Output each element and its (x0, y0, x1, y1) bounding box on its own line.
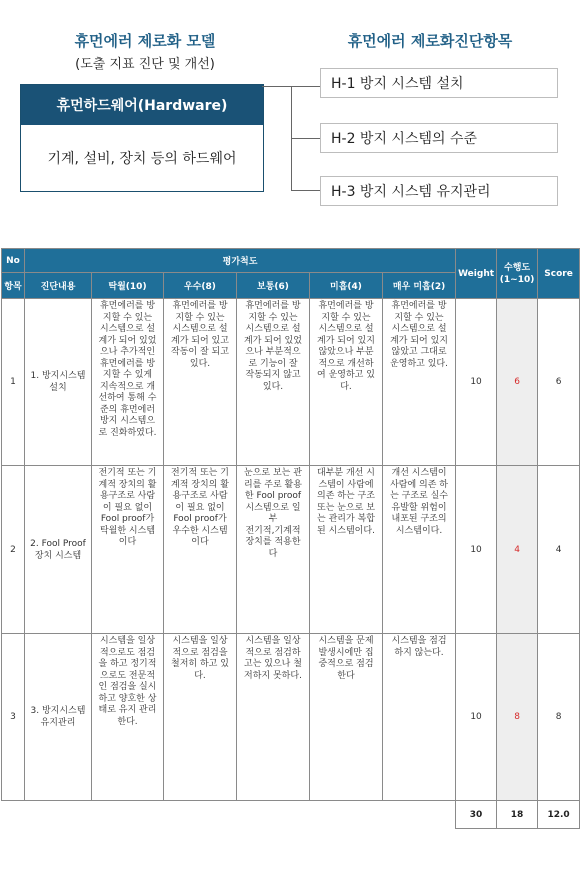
model-title: 휴먼에러 제로화 모델 (74, 32, 216, 50)
row-level: 8 (497, 634, 538, 801)
header-very-poor: 매우 미흡(2) (383, 273, 456, 299)
row-no: 1 (2, 299, 25, 466)
evaluation-table (1, 248, 580, 829)
criterion-poor: 대부분 개선 시 스템이 사람에 의존 하는 구조 또는 눈으로 보 는 관리가 복합 된 시스템이다. (310, 466, 383, 634)
diagnosis-item-h3: H-3 방지 시스템 유지관리 (320, 176, 558, 206)
header-good: 우수(8) (164, 273, 237, 299)
row-weight: 10 (456, 634, 497, 801)
diagnosis-title: 휴먼에러 제로화진단항목 (347, 32, 513, 50)
row-content: 1. 방지시스템 설치 (25, 299, 92, 466)
connector-line (291, 138, 320, 139)
criterion-very-poor: 개선 시스템이 사람에 의존 하 는 구조로 실수 유발할 위험이 내포된 구조의 시스템이다. (383, 466, 456, 634)
hardware-box-title: 휴먼하드웨어(Hardware) (21, 85, 263, 125)
header-poor: 미흡(4) (310, 273, 383, 299)
criterion-good: 시스템을 일상 적으로 점검을 철저히 하고 있 다. (164, 634, 237, 801)
criterion-normal: 시스템을 일상 적으로 점검하 고는 있으나 철 저하지 못하다. (237, 634, 310, 801)
connector-line (291, 190, 320, 191)
criterion-poor: 시스템을 문제 발생시에만 집 중적으로 점검 한다 (310, 634, 383, 801)
table-row (2, 634, 580, 801)
table-total-row (2, 801, 580, 829)
diagnosis-item-h1: H-1 방지 시스템 설치 (320, 68, 558, 98)
table-row (2, 299, 580, 466)
header-eval-scale: 평가척도 (25, 249, 456, 273)
row-level: 6 (497, 299, 538, 466)
total-level: 18 (497, 801, 538, 829)
header-normal: 보통(6) (237, 273, 310, 299)
table-header-row (2, 249, 580, 273)
connector-line (291, 86, 320, 87)
criterion-very-poor: 시스템을 점검 하지 않는다. (383, 634, 456, 801)
total-weight: 30 (456, 801, 497, 829)
row-content: 2. Fool Proof 장치 시스템 (25, 466, 92, 634)
row-score: 8 (538, 634, 580, 801)
model-subtitle: (도출 지표 진단 및 개선) (75, 57, 215, 72)
criterion-very-poor: 휴먼에러를 방 지할 수 있는 시스템으로 설 계가 되어 있지 않았고 그대로 운영하고 있다. (383, 299, 456, 466)
criterion-good: 전기적 또는 기 계적 장치의 활 용구조로 사람 이 필요 없이 Fool proof가 우수한 시스템 이다 (164, 466, 237, 634)
table-row (2, 466, 580, 634)
header-excellent: 탁월(10) (92, 273, 164, 299)
row-no: 3 (2, 634, 25, 801)
criterion-poor: 휴먼에러를 방 지할 수 있는 시스템으로 설 계가 되어 있지 않았으나 부분 적으로 개선하 여 운영하고 있 다. (310, 299, 383, 466)
header-content: 진단내용 (25, 273, 92, 299)
total-score: 12.0 (538, 801, 580, 829)
criterion-excellent: 휴먼에러를 방 지할 수 있는 시스템으로 설 계가 되어 있었 으나 추가적인 휴먼에러를 방 지할 수 있게 지속적으로 개 선하여 통해 수 준의 휴먼에러 방지 시스템으 로 진화하였다. (92, 299, 164, 466)
header-no: No (2, 249, 25, 273)
diagnosis-item-h2: H-2 방지 시스템의 수준 (320, 123, 558, 153)
criterion-excellent: 시스템을 일상 적으로도 점검 을 하고 정기적 으로도 전문적 인 점검을 실시 하고 양호한 상 태로 유지 관리 한다. (92, 634, 164, 801)
criterion-normal: 휴먼에러를 방 지할 수 있는 시스템으로 설 계가 되어 있었 으나 부분적으 로 기능이 잘 작동되지 않고 있다. (237, 299, 310, 466)
row-no: 2 (2, 466, 25, 634)
header-item: 항목 (2, 273, 25, 299)
criterion-excellent: 전기적 또는 기 계적 장치의 활 용구조로 사람 이 필요 없이 Fool proof가 탁월한 시스템 이다 (92, 466, 164, 634)
row-content: 3. 방지시스템 유지관리 (25, 634, 92, 801)
criterion-good: 휴먼에러를 방 지할 수 있는 시스템으로 설 계가 되어 있고 작동이 잘 되고 있다. (164, 299, 237, 466)
connector-line (262, 86, 292, 87)
header-level: 수행도 (1~10) (497, 249, 538, 299)
total-spacer (2, 801, 456, 829)
header-weight: Weight (456, 249, 497, 299)
row-weight: 10 (456, 466, 497, 634)
row-score: 4 (538, 466, 580, 634)
hardware-box (20, 84, 264, 192)
row-weight: 10 (456, 299, 497, 466)
hardware-box-description: 기계, 설비, 장치 등의 하드웨어 (47, 151, 237, 167)
row-score: 6 (538, 299, 580, 466)
row-level: 4 (497, 466, 538, 634)
header-score: Score (538, 249, 580, 299)
criterion-normal: 눈으로 보는 관 리를 주로 활용 한 Fool proof 시스템으로 일 부 전기적,기계적 장치를 적용한 다 (237, 466, 310, 634)
